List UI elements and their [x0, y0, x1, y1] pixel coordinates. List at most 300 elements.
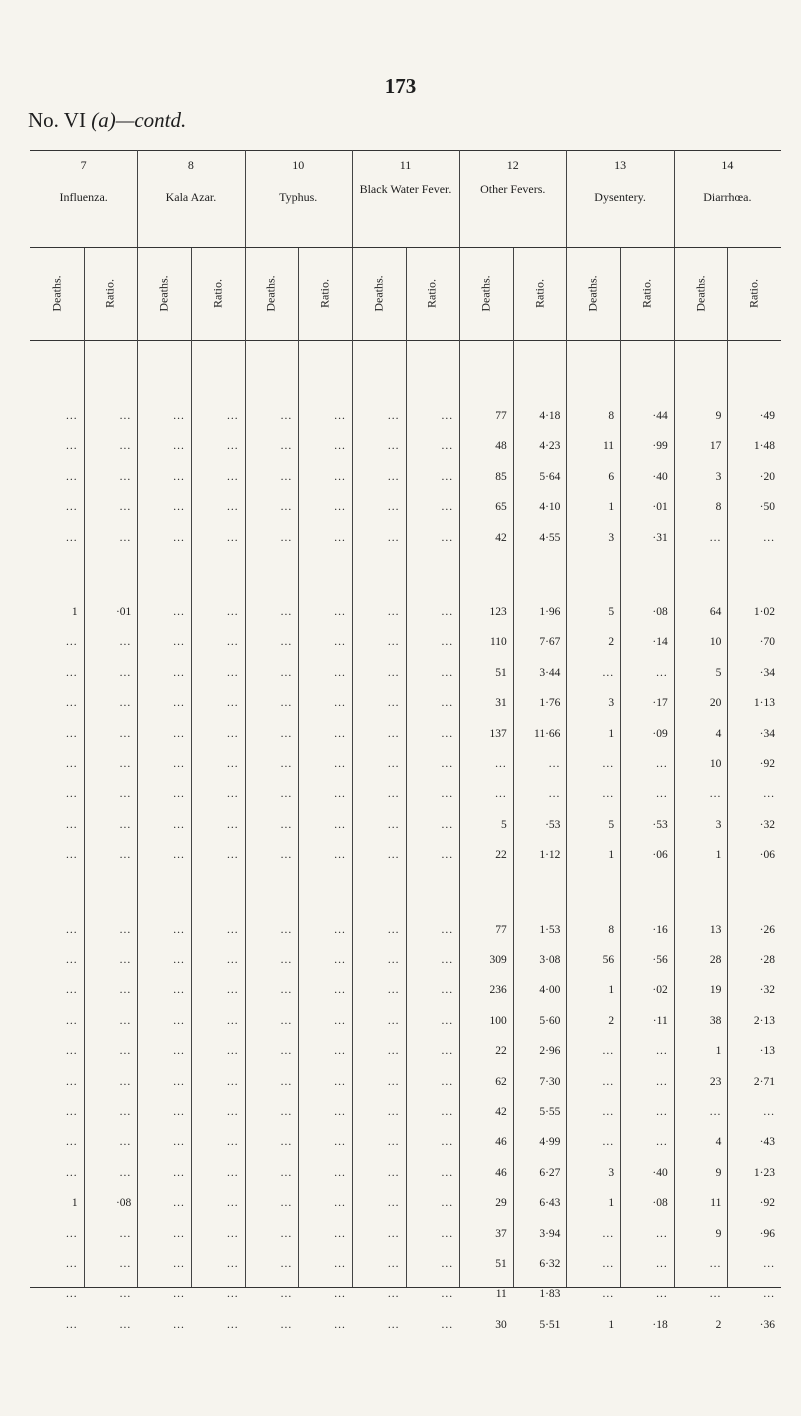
table-cell: ...	[173, 470, 185, 483]
table-cell: ...	[387, 788, 400, 801]
table-cell: ...	[334, 1136, 346, 1149]
table-cell: ...	[656, 758, 668, 770]
table-cell: ·14	[652, 636, 668, 649]
sub-divider	[191, 247, 192, 1287]
table-cell: 1·53	[539, 923, 561, 936]
table-cell: ...	[173, 606, 185, 618]
table-cell: ...	[119, 1014, 132, 1027]
table-cell: 1·13	[753, 697, 775, 710]
table-cell: 4·99	[539, 1136, 561, 1149]
table-cell: ...	[280, 1197, 293, 1210]
table-cell: 64	[709, 606, 722, 618]
table-cell: ...	[441, 531, 454, 544]
table-cell: ...	[173, 818, 185, 831]
table-cell: 37	[495, 1227, 507, 1240]
deaths-header: Deaths.	[156, 275, 171, 312]
table-cell: ·50	[759, 501, 775, 514]
table-cell: ...	[387, 501, 400, 514]
table-cell: ...	[173, 440, 185, 453]
table-cell: ...	[334, 1258, 346, 1270]
table-cell: ...	[173, 923, 185, 936]
table-cell: ...	[548, 758, 561, 770]
table-heading	[28, 108, 186, 133]
table-cell: ...	[602, 1136, 615, 1149]
table-cell: 46	[495, 1136, 507, 1149]
table-cell: ...	[226, 849, 239, 862]
table-cell: ...	[226, 758, 239, 770]
table-cell: ...	[173, 954, 185, 966]
column-name: Typhus.	[279, 190, 318, 204]
table-cell: ...	[280, 697, 293, 710]
table-cell: ·92	[759, 1197, 775, 1210]
table-cell: ...	[602, 788, 615, 801]
table-cell: ...	[280, 1075, 293, 1088]
table-cell: ...	[119, 531, 132, 544]
table-cell: ...	[334, 501, 346, 514]
table-cell: 1	[715, 1045, 722, 1058]
table-cell: ...	[173, 410, 185, 422]
table-cell: ·06	[652, 849, 668, 862]
table-cell: 5·64	[539, 470, 561, 483]
table-cell: ...	[66, 636, 78, 649]
table-cell: ...	[280, 666, 293, 679]
table-cell: ·43	[759, 1136, 775, 1149]
table-cell: ...	[387, 636, 400, 649]
table-cell: 5	[608, 818, 615, 831]
table-cell: ...	[66, 954, 78, 966]
table-cell: ...	[66, 440, 78, 453]
table-cell: 3·44	[539, 666, 561, 679]
table-cell: ...	[173, 636, 185, 649]
table-cell: 3	[608, 531, 615, 544]
table-cell: ...	[280, 1014, 293, 1027]
table-cell: 123	[489, 606, 507, 618]
table-cell: ...	[387, 1075, 400, 1088]
table-cell: ...	[173, 1136, 185, 1149]
table-cell: ...	[119, 1227, 132, 1240]
table-cell: ·49	[759, 410, 775, 422]
table-cell: 8	[715, 501, 722, 514]
deaths-header: Deaths.	[693, 275, 708, 312]
table-cell: ...	[387, 1227, 400, 1240]
table-cell: ...	[656, 1075, 668, 1088]
table-cell: ...	[226, 923, 239, 936]
table-cell: ...	[66, 531, 78, 544]
table-cell: ...	[280, 1227, 293, 1240]
table-cell: ...	[387, 1258, 400, 1270]
table-cell: 236	[489, 984, 507, 997]
column-name: Kala Azar.	[165, 190, 217, 204]
table-cell: ...	[441, 1288, 454, 1301]
table-cell: ...	[387, 1197, 400, 1210]
table-cell: ·01	[652, 501, 668, 514]
column-number: 8	[187, 158, 194, 172]
group-divider	[566, 150, 567, 1287]
table-cell: ...	[66, 501, 78, 514]
table-cell: ...	[387, 954, 400, 966]
table-cell: ...	[387, 818, 400, 831]
table-cell: ...	[334, 531, 346, 544]
table-cell: 42	[495, 1106, 507, 1118]
table-cell: ...	[226, 531, 239, 544]
table-cell: ...	[119, 1258, 132, 1270]
table-cell: ...	[119, 410, 132, 422]
table-cell: ...	[66, 849, 78, 862]
ratio-header: Ratio.	[424, 279, 439, 308]
table-cell: ...	[441, 1166, 454, 1179]
ratio-header: Ratio.	[639, 279, 654, 308]
table-cell: ...	[441, 1258, 454, 1270]
table-cell: ...	[119, 636, 132, 649]
table-cell: ...	[66, 1288, 78, 1301]
table-cell: ...	[387, 440, 400, 453]
table-cell: ...	[119, 954, 132, 966]
table-cell: 2·96	[539, 1045, 561, 1058]
table-cell: ·26	[759, 923, 775, 936]
table-cell: ...	[280, 1166, 293, 1179]
table-cell: ...	[66, 788, 78, 801]
column-name: Black Water Fever.	[359, 182, 452, 196]
table-cell: ...	[387, 697, 400, 710]
column-name: Influenza.	[59, 190, 108, 204]
table-cell: ...	[387, 923, 400, 936]
table-cell: ...	[441, 849, 454, 862]
sub-divider	[84, 247, 85, 1287]
table-cell: ...	[709, 1258, 722, 1270]
table-cell: ...	[441, 470, 454, 483]
table-cell: ...	[226, 1075, 239, 1088]
table-cell: ...	[441, 1197, 454, 1210]
table-cell: 4·23	[539, 440, 561, 453]
table-cell: ·06	[759, 849, 775, 862]
table-cell: ...	[387, 1014, 400, 1027]
ratio-header: Ratio.	[317, 279, 332, 308]
table-cell: 77	[495, 410, 507, 422]
table-cell: 5·55	[539, 1106, 561, 1118]
table-cell: ...	[226, 788, 239, 801]
table-cell: ...	[387, 1136, 400, 1149]
table-cell: ·08	[652, 606, 668, 618]
top-rule	[30, 150, 781, 151]
mid-rule	[30, 247, 781, 248]
table-cell: ...	[709, 788, 722, 801]
table-cell: ...	[441, 788, 454, 801]
table-cell: ...	[226, 1014, 239, 1027]
table-cell: 1·96	[539, 606, 561, 618]
sub-divider	[620, 247, 621, 1287]
table-cell: 6·27	[539, 1166, 561, 1179]
table-cell: ...	[763, 788, 775, 801]
table-cell: ...	[387, 470, 400, 483]
sub-divider	[513, 247, 514, 1287]
table-cell: ...	[226, 1166, 239, 1179]
table-cell: 51	[495, 1258, 507, 1270]
table-cell: ...	[387, 849, 400, 862]
table-cell: ...	[119, 1318, 132, 1331]
table-cell: ...	[119, 849, 132, 862]
table-cell: ...	[66, 1106, 78, 1118]
table-cell: ·31	[652, 531, 668, 544]
table-cell: ...	[334, 470, 346, 483]
table-cell: ...	[173, 1106, 185, 1118]
table-cell: ...	[280, 849, 293, 862]
table-cell: ...	[334, 697, 346, 710]
table-cell: ...	[66, 1136, 78, 1149]
table-cell: 309	[489, 954, 507, 966]
table-cell: ...	[226, 1136, 239, 1149]
table-cell: ...	[334, 818, 346, 831]
table-cell: ...	[226, 1227, 239, 1240]
table-cell: 1	[71, 606, 78, 618]
table-cell: ...	[334, 758, 346, 770]
table-cell: ...	[763, 1258, 775, 1270]
table-cell: 22	[495, 849, 507, 862]
column-number: 10	[292, 158, 305, 172]
table-cell: 19	[709, 984, 722, 997]
table-cell: ...	[66, 1014, 78, 1027]
table-cell: ...	[66, 1258, 78, 1270]
table-cell: ·99	[652, 440, 668, 453]
table-cell: ...	[387, 1288, 400, 1301]
table-cell: 3	[608, 697, 615, 710]
column-name: Diarrhœa.	[703, 190, 752, 204]
table-cell: ...	[334, 636, 346, 649]
table-cell: ·01	[115, 606, 132, 618]
table-cell: ...	[334, 849, 346, 862]
table-cell: ...	[280, 788, 293, 801]
table-cell: ...	[226, 1106, 239, 1118]
table-cell: 10	[709, 758, 722, 770]
table-cell: 1	[608, 1197, 615, 1210]
table-cell: ...	[334, 1045, 346, 1058]
table-cell: ...	[173, 1045, 185, 1058]
table-cell: ...	[656, 1106, 668, 1118]
table-cell: ...	[656, 666, 668, 679]
table-cell: ...	[173, 501, 185, 514]
table-cell: 3	[715, 470, 722, 483]
table-cell: ...	[656, 1258, 668, 1270]
table-cell: ...	[173, 531, 185, 544]
table-cell: ...	[280, 1106, 293, 1118]
table-cell: 7·67	[539, 636, 561, 649]
table-cell: ·09	[652, 727, 668, 740]
table-cell: ...	[226, 818, 239, 831]
table-cell: 5·60	[539, 1014, 561, 1027]
table-cell: ...	[280, 410, 293, 422]
table-cell: 1·76	[539, 697, 561, 710]
table-cell: ...	[387, 1318, 400, 1331]
table-cell: 9	[715, 410, 722, 422]
table-cell: 3·94	[539, 1227, 561, 1240]
sub-divider	[406, 247, 407, 1287]
table-cell: ·92	[759, 758, 775, 770]
table-cell: ...	[656, 788, 668, 801]
table-cell: ...	[602, 1045, 615, 1058]
table-cell: ...	[280, 818, 293, 831]
table-cell: ...	[226, 606, 239, 618]
table-cell: ...	[763, 1288, 775, 1301]
table-cell: ...	[173, 984, 185, 997]
table-cell: 5	[715, 666, 722, 679]
table-cell: ...	[441, 1075, 454, 1088]
table-cell: ·20	[759, 470, 775, 483]
table-cell: 8	[608, 923, 615, 936]
table-cell: 1	[608, 501, 615, 514]
table-cell: ...	[66, 1045, 78, 1058]
table-cell: ...	[173, 788, 185, 801]
table-cell: ...	[602, 1075, 615, 1088]
table-cell: ...	[602, 666, 615, 679]
table-cell: 100	[489, 1014, 507, 1027]
table-cell: ...	[173, 1014, 185, 1027]
table-cell: ·96	[759, 1227, 775, 1240]
table-cell: ...	[173, 1197, 185, 1210]
table-cell: ...	[709, 1288, 722, 1301]
group-divider	[245, 150, 246, 1287]
table-cell: ...	[66, 1075, 78, 1088]
table-cell: ...	[119, 758, 132, 770]
table-cell: ·34	[759, 727, 775, 740]
table-cell: ·18	[652, 1318, 668, 1331]
table-cell: ...	[66, 1166, 78, 1179]
ratio-header: Ratio.	[532, 279, 547, 308]
table-cell: ·13	[759, 1045, 775, 1058]
table-cell: ...	[173, 1258, 185, 1270]
table-cell: ...	[280, 923, 293, 936]
table-cell: ...	[280, 531, 293, 544]
table-cell: ·02	[652, 984, 668, 997]
table-cell: ...	[119, 697, 132, 710]
table-cell: 4·55	[539, 531, 561, 544]
table-cell: ·53	[545, 818, 561, 831]
table-cell: ...	[387, 606, 400, 618]
table-cell: ...	[656, 1045, 668, 1058]
table-cell: 3	[608, 1166, 615, 1179]
table-cell: ...	[173, 697, 185, 710]
table-cell: ...	[441, 1136, 454, 1149]
column-number: 7	[80, 158, 87, 172]
table-cell: 1	[608, 1318, 615, 1331]
table-cell: 1·83	[539, 1288, 561, 1301]
table-cell: ...	[334, 1318, 346, 1331]
table-cell: ...	[334, 410, 346, 422]
table-cell: 4·00	[539, 984, 561, 997]
table-cell: 2	[608, 636, 615, 649]
group-divider	[352, 150, 353, 1287]
table-cell: 65	[495, 501, 507, 514]
table-cell: ...	[334, 1075, 346, 1088]
table-cell: 17	[709, 440, 722, 453]
table-cell: ...	[441, 666, 454, 679]
table-cell: ...	[226, 1258, 239, 1270]
table-cell: 5·51	[539, 1318, 561, 1331]
table-cell: 77	[495, 923, 507, 936]
table-cell: ...	[173, 1227, 185, 1240]
column-number: 13	[614, 158, 627, 172]
table-cell: 5	[608, 606, 615, 618]
table-cell: 137	[489, 727, 507, 740]
table-cell: ·70	[759, 636, 775, 649]
table-cell: ·53	[652, 818, 668, 831]
table-cell: 4·10	[539, 501, 561, 514]
table-cell: ...	[441, 923, 454, 936]
table-cell: ...	[441, 954, 454, 966]
table-cell: ...	[173, 1075, 185, 1088]
table-cell: ...	[66, 727, 78, 740]
table-cell: 1·23	[753, 1166, 775, 1179]
table-cell: ...	[763, 1106, 775, 1118]
table-cell: ...	[602, 1106, 615, 1118]
column-number: 14	[721, 158, 734, 172]
table-cell: ...	[173, 1166, 185, 1179]
table-cell: ...	[66, 758, 78, 770]
table-cell: ...	[280, 1318, 293, 1331]
table-cell: ...	[441, 501, 454, 514]
table-cell: ...	[173, 727, 185, 740]
deaths-header: Deaths.	[478, 275, 493, 312]
table-cell: 13	[709, 923, 722, 936]
table-cell: ...	[226, 1318, 239, 1331]
table-cell: 1	[71, 1197, 78, 1210]
table-cell: ...	[66, 697, 78, 710]
deaths-header: Deaths.	[585, 275, 600, 312]
table-cell: ...	[334, 666, 346, 679]
column-name: Other Fevers.	[480, 182, 546, 196]
table-cell: 6	[608, 470, 615, 483]
table-cell: ...	[280, 984, 293, 997]
table-cell: ...	[280, 1258, 293, 1270]
table-cell: 110	[489, 636, 507, 649]
table-cell: ...	[602, 1288, 615, 1301]
table-cell: 1	[608, 849, 615, 862]
group-divider	[674, 150, 675, 1287]
table-cell: 1	[608, 727, 615, 740]
table-cell: ·40	[652, 1166, 668, 1179]
sub-divider	[298, 247, 299, 1287]
table-cell: ...	[334, 606, 346, 618]
table-cell: ·44	[652, 410, 668, 422]
column-number: 12	[506, 158, 519, 172]
table-cell: ...	[334, 1106, 346, 1118]
table-cell: 46	[495, 1166, 507, 1179]
table-cell: ...	[226, 666, 239, 679]
table-cell: ...	[441, 1014, 454, 1027]
table-cell: 22	[495, 1045, 507, 1058]
table-cell: ...	[173, 666, 185, 679]
table-cell: ...	[387, 984, 400, 997]
table-cell: ...	[66, 818, 78, 831]
table-cell: 1	[715, 849, 722, 862]
table-cell: ...	[334, 984, 346, 997]
table-cell: 1·02	[753, 606, 775, 618]
table-cell: ...	[387, 1166, 400, 1179]
table-cell: 3·08	[539, 954, 561, 966]
table-cell: ...	[119, 1045, 132, 1058]
table-cell: ...	[334, 1288, 346, 1301]
table-cell: 11	[710, 1197, 722, 1210]
table-cell: 7·30	[539, 1075, 561, 1088]
table-cell: ...	[119, 1288, 132, 1301]
table-cell: ...	[280, 606, 293, 618]
table-cell: 4	[715, 727, 722, 740]
table-cell: ...	[495, 758, 507, 770]
table-cell: ...	[709, 1106, 722, 1118]
table-cell: ...	[173, 758, 185, 770]
table-cell: ·16	[652, 923, 668, 936]
table-cell: ...	[334, 788, 346, 801]
table-cell: ·32	[759, 984, 775, 997]
table-cell: ...	[119, 440, 132, 453]
